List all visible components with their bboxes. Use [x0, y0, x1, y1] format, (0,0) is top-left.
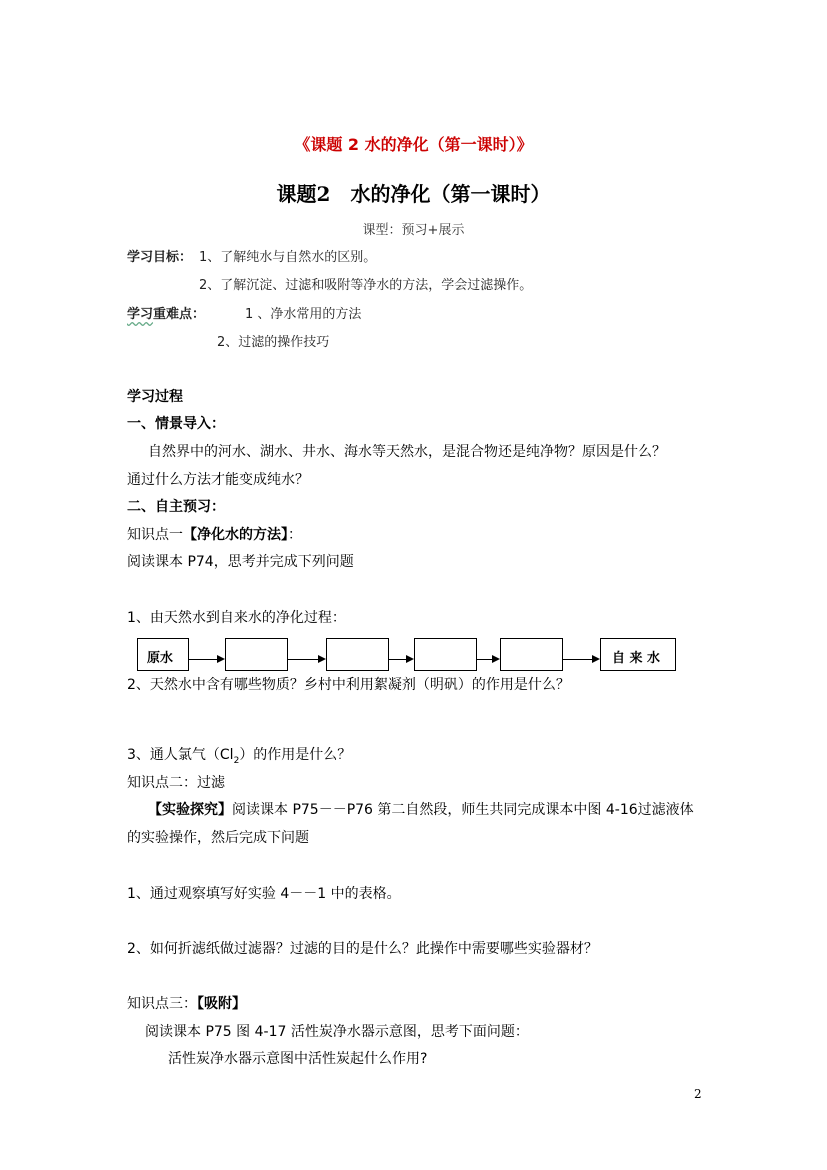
kp1-suffix: ： — [288, 527, 302, 543]
q3-pre: 3、通人氯气（Cl — [127, 747, 234, 763]
q3-subscript: 2 — [233, 755, 240, 766]
process-heading: 学习过程 — [127, 389, 183, 405]
flow-box-end — [600, 638, 676, 671]
kp3-question: 活性炭净水器示意图中活性炭起什么作用? — [168, 1051, 428, 1067]
knowledge-point-2: 知识点二：过滤 — [127, 775, 225, 791]
flow-box-blank-2 — [326, 638, 389, 671]
experiment-bracket: 【实验探究】 — [148, 802, 232, 818]
question-1: 1、由天然水到自来水的净化过程： — [127, 610, 346, 626]
question-3 — [127, 744, 351, 766]
kp1-bracket: 【净化水的方法】 — [183, 527, 288, 543]
keypoints-label — [127, 303, 205, 322]
flow-end-label: 自 来 水 — [612, 651, 661, 666]
keypoint-1: 1 、净水常用的方法 — [245, 307, 362, 322]
flow-arrow-1 — [189, 659, 217, 660]
kp3-prefix: 知识点三： — [127, 996, 197, 1012]
flow-arrow-head-3 — [406, 655, 414, 663]
section2-title: 二、自主预习： — [127, 499, 225, 515]
flow-arrow-2 — [288, 659, 318, 660]
flow-arrow-head-1 — [217, 655, 225, 663]
flow-arrow-5 — [563, 659, 592, 660]
flow-arrow-head-5 — [592, 655, 600, 663]
flow-box-blank-1 — [225, 638, 288, 671]
objective-2: 2、了解沉淀、过滤和吸附等净水的方法，学会过滤操作。 — [199, 278, 533, 293]
flow-box-blank-3 — [414, 638, 477, 671]
kp1-prefix: 知识点一 — [127, 527, 183, 543]
experiment-text: 阅读课本 P75－－P76 第二自然段，师生共同完成课本中图 4-16过滤液体 — [232, 802, 694, 818]
section1-line1: 自然界中的河水、湖水、井水、海水等天然水，是混合物还是纯净物？原因是什么？ — [148, 444, 666, 460]
knowledge-point-3 — [127, 993, 246, 1013]
flow-arrow-4 — [477, 659, 492, 660]
lesson-type: 课型：预习+展示 — [362, 223, 465, 238]
objectives-label: 学习目标： — [127, 250, 193, 265]
flow-arrow-3 — [389, 659, 406, 660]
keypoints-label-rest: 重难点： — [153, 307, 206, 322]
flow-box-start — [137, 638, 189, 671]
red-title: 《课题 2 水的净化（第一课时）》 — [294, 135, 533, 154]
flow-box-blank-4 — [500, 638, 563, 671]
page-number: 2 — [694, 1087, 702, 1101]
experiment-line-1 — [148, 799, 694, 819]
question-4: 1、通过观察填写好实验 4－－1 中的表格。 — [127, 886, 401, 902]
kp3-bracket: 【吸附】 — [197, 996, 246, 1012]
question-2: 2、天然水中含有哪些物质？乡村中利用絮凝剂（明矾）的作用是什么？ — [127, 677, 570, 693]
kp1-reading: 阅读课本 P74，思考并完成下列问题 — [127, 554, 354, 570]
experiment-line-2: 的实验操作，然后完成下问题 — [127, 830, 309, 846]
flow-start-label: 原水 — [147, 651, 174, 666]
q3-post: ）的作用是什么？ — [239, 747, 352, 763]
kp3-reading: 阅读课本 P75 图 4-17 活性炭净水器示意图，思考下面问题： — [145, 1024, 529, 1040]
flow-arrow-head-4 — [492, 655, 500, 663]
objective-1: 1、了解纯水与自然水的区别。 — [199, 250, 377, 265]
keypoint-2: 2、过滤的操作技巧 — [217, 335, 330, 350]
section1-line2: 通过什么方法才能变成纯水？ — [127, 472, 309, 488]
keypoints-label-underlined: 学习 — [127, 307, 154, 322]
section1-title: 一、情景导入： — [127, 416, 225, 432]
main-title: 课题2 水的净化（第一课时） — [276, 182, 551, 206]
knowledge-point-1 — [127, 524, 302, 544]
question-5: 2、如何折滤纸做过滤器？过滤的目的是什么？此操作中需要哪些实验器材？ — [127, 941, 598, 957]
flow-arrow-head-2 — [318, 655, 326, 663]
